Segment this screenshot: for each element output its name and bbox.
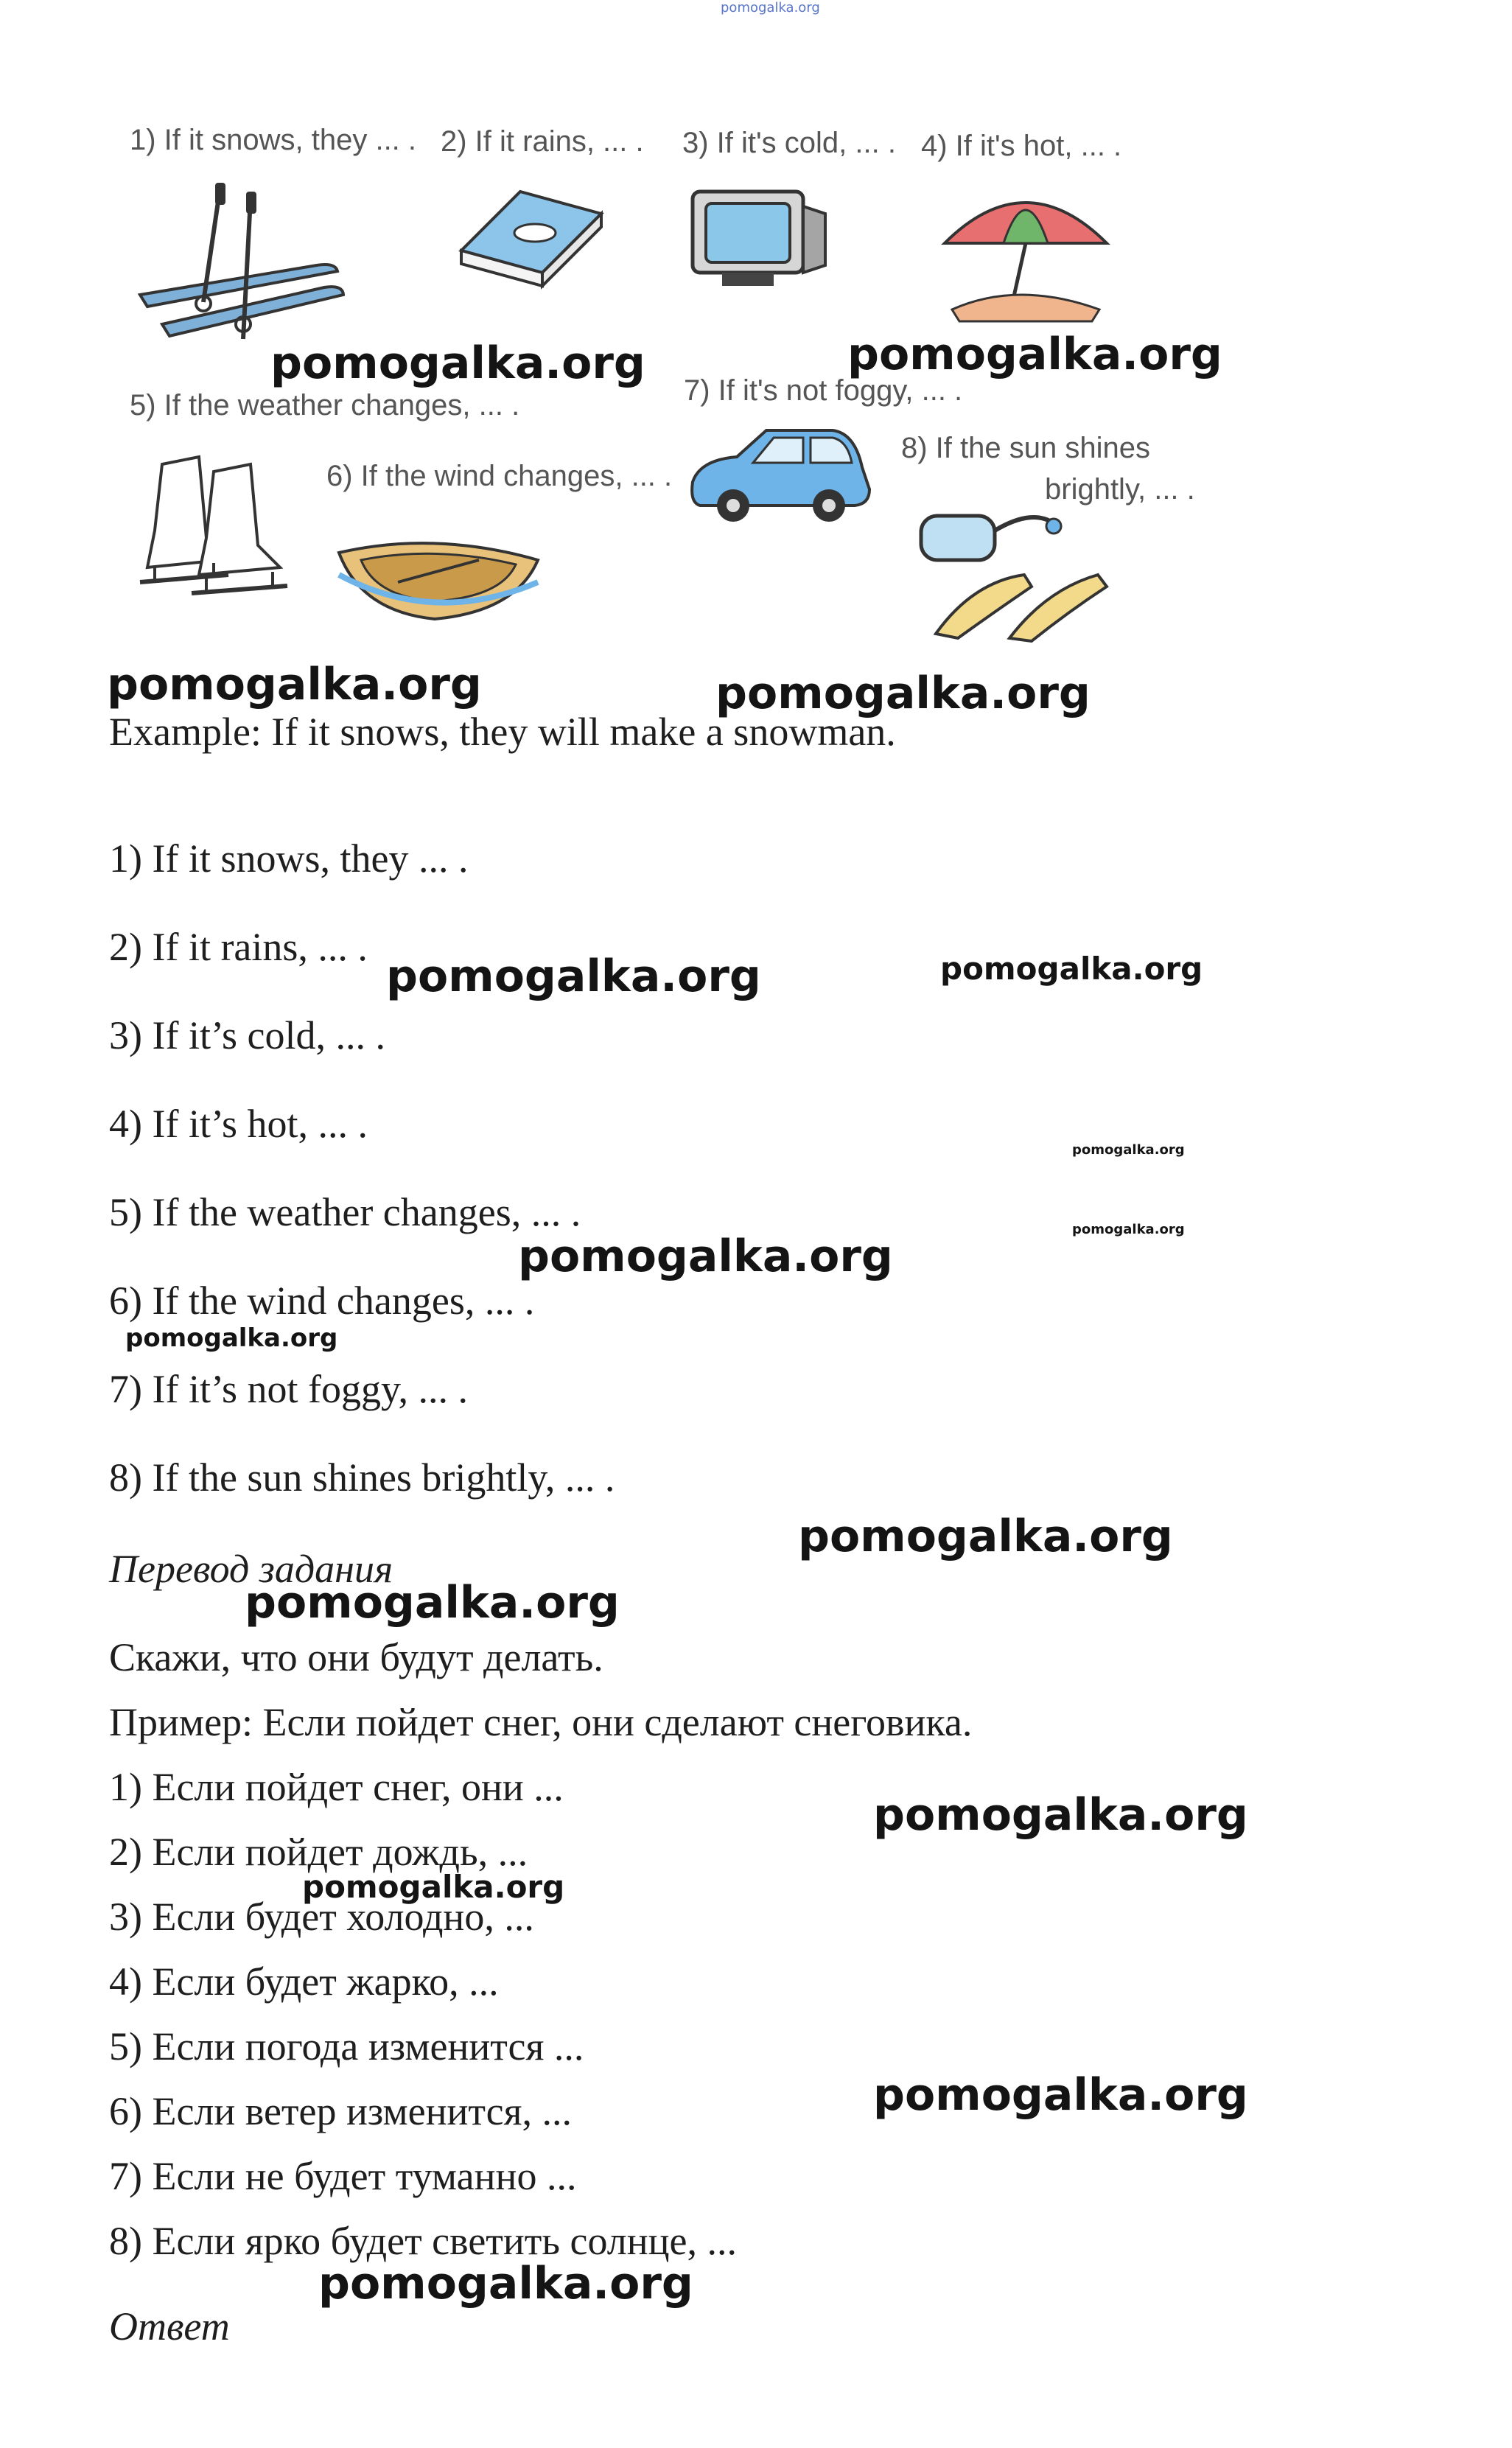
exercise-item: 2) If it rains, ... . xyxy=(109,925,368,969)
exercise-item: 5) If the weather changes, ... . xyxy=(109,1190,581,1234)
translation-item: 8) Если ярко будет светить солнце, ... xyxy=(109,2219,737,2263)
exercise-item: 1) If it snows, they ... . xyxy=(109,836,469,881)
picture-caption-4: 4) If it's hot, ... . xyxy=(921,130,1122,162)
watermark: pomogalka.org xyxy=(518,1231,893,1282)
picture-caption-5: 5) If the weather changes, ... . xyxy=(130,389,520,422)
translation-item: 6) Если ветер изменится, ... xyxy=(109,2089,572,2133)
car-icon xyxy=(685,423,877,534)
watermark: pomogalka.org xyxy=(1072,1222,1185,1237)
watermark: pomogalka.org xyxy=(386,951,761,1002)
skis-icon xyxy=(133,177,346,346)
picture-caption-8b: brightly, ... . xyxy=(1045,473,1195,506)
picture-caption-6: 6) If the wind changes, ... . xyxy=(326,460,673,492)
watermark: pomogalka.org xyxy=(318,2258,693,2309)
mask-and-flippers-icon xyxy=(906,501,1127,641)
watermark: pomogalka.org xyxy=(107,659,482,710)
watermark: pomogalka.org xyxy=(270,338,645,389)
exercise-item: 3) If it’s cold, ... . xyxy=(109,1013,385,1057)
watermark: pomogalka.org xyxy=(873,2069,1248,2121)
watermark: pomogalka.org xyxy=(847,329,1222,380)
picture-caption-2: 2) If it rains, ... . xyxy=(441,125,644,158)
picture-caption-3: 3) If it's cold, ... . xyxy=(682,127,896,159)
watermark: pomogalka.org xyxy=(940,951,1203,987)
exercise-item: 7) If it’s not foggy, ... . xyxy=(109,1367,468,1411)
picture-caption-8a: 8) If the sun shines xyxy=(901,432,1150,464)
exercise-item: 6) If the wind changes, ... . xyxy=(109,1279,535,1323)
watermark: pomogalka.org xyxy=(302,1869,565,1905)
tv-icon xyxy=(685,184,833,295)
translation-heading: Перевод задания xyxy=(109,1547,393,1591)
watermark-top: pomogalka.org xyxy=(721,0,820,15)
exercise-item: 4) If it’s hot, ... . xyxy=(109,1102,368,1146)
translation-item: 7) Если не будет туманно ... xyxy=(109,2154,577,2198)
translation-item: 3) Если будет холодно, ... xyxy=(109,1895,534,1939)
picture-caption-7: 7) If it's not foggy, ... . xyxy=(684,374,963,407)
translation-item: 1) Если пойдет снег, они ... xyxy=(109,1765,564,1809)
watermark: pomogalka.org xyxy=(1072,1142,1185,1158)
translation-item: 5) Если погода изменится ... xyxy=(109,2024,584,2068)
skates-icon xyxy=(133,450,302,604)
watermark: pomogalka.org xyxy=(798,1511,1173,1562)
translation-item: 2) Если пойдет дождь, ... xyxy=(109,1830,528,1874)
translation-example: Пример: Если пойдет снег, они сделают снеговика. xyxy=(109,1700,973,1744)
watermark: pomogalka.org xyxy=(715,668,1091,719)
picture-caption-1: 1) If it snows, they ... . xyxy=(130,124,417,156)
watermark: pomogalka.org xyxy=(125,1323,338,1353)
watermark: pomogalka.org xyxy=(873,1789,1248,1841)
watermark: pomogalka.org xyxy=(245,1577,620,1629)
boat-icon xyxy=(332,516,545,626)
answer-heading: Ответ xyxy=(109,2304,230,2349)
exercise-item: 8) If the sun shines brightly, ... . xyxy=(109,1455,615,1500)
translation-instruction: Скажи, что они будут делать. xyxy=(109,1635,603,1679)
book-icon xyxy=(454,184,609,287)
translation-item: 4) Если будет жарко, ... xyxy=(109,1959,499,2004)
beach-umbrella-icon xyxy=(930,177,1121,324)
example-sentence: Example: If it snows, they will make a snowman. xyxy=(109,710,896,754)
